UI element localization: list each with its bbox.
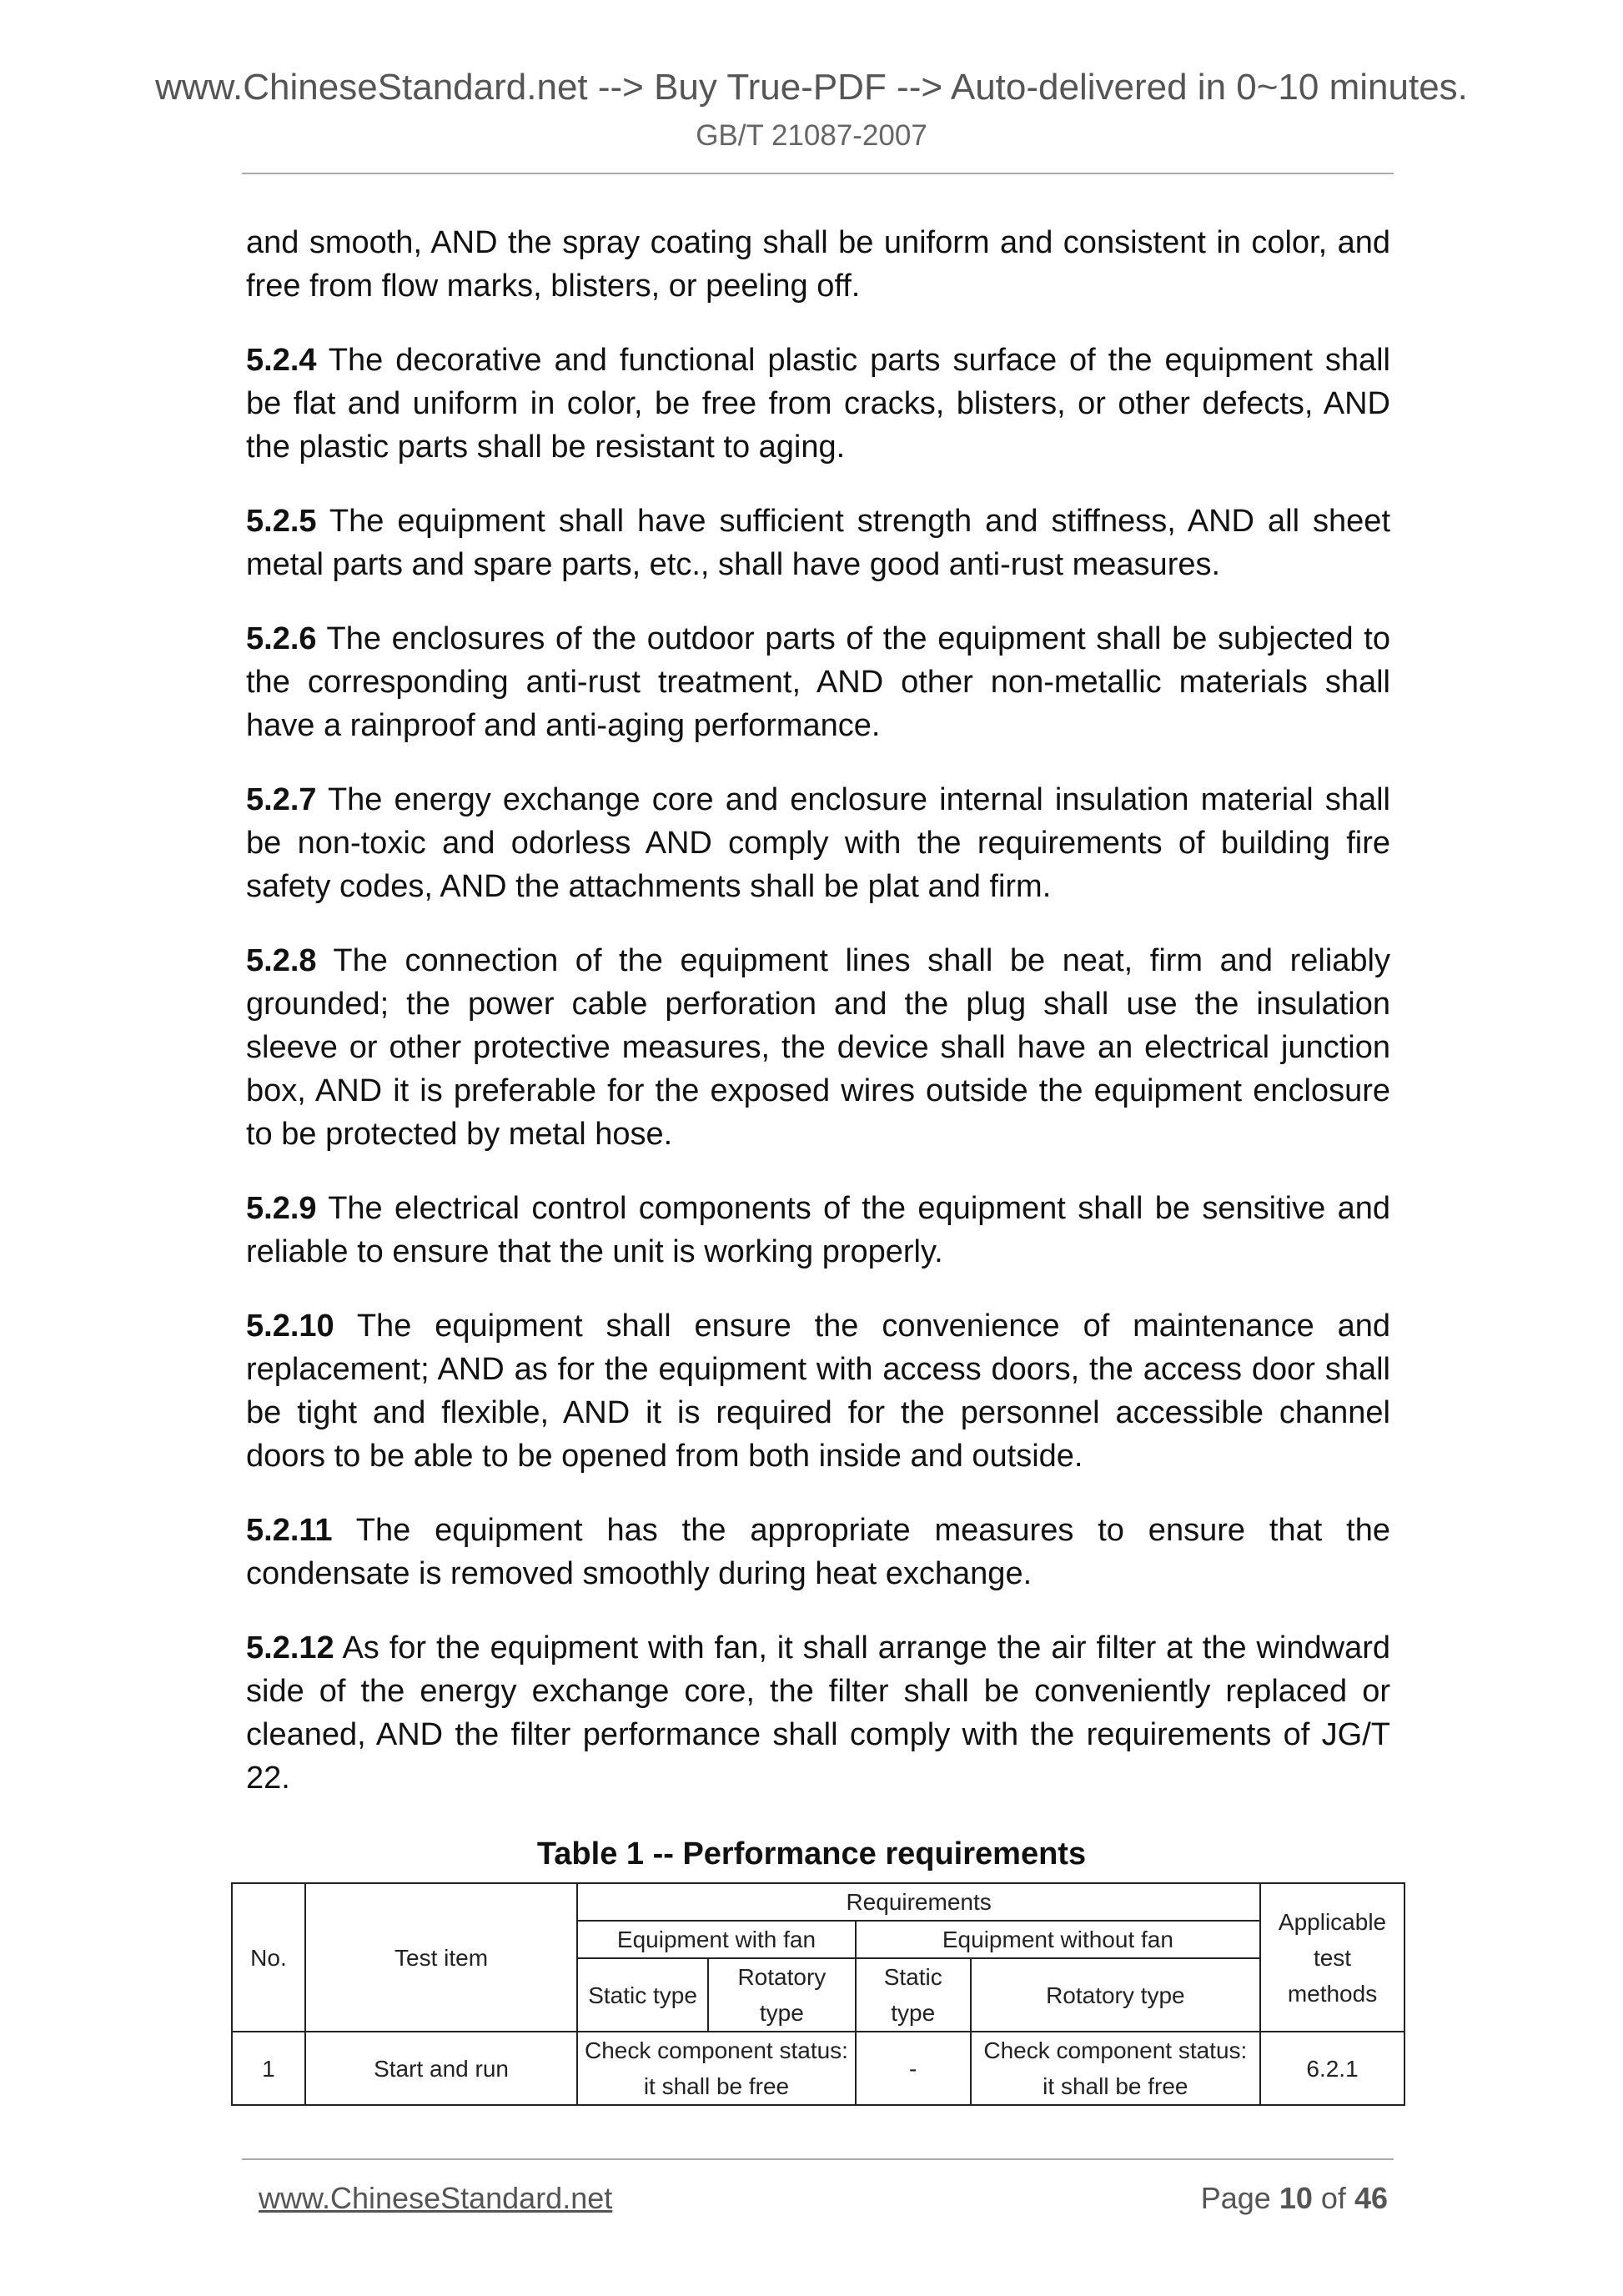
header-test-methods: Applicable test methods xyxy=(1260,1883,1404,2032)
header-rotatory-with-fan: Rotatory type xyxy=(708,1958,856,2032)
clause-number: 5.2.9 xyxy=(246,1191,317,1226)
clause-number: 5.2.7 xyxy=(246,782,317,817)
clause-number: 5.2.6 xyxy=(246,621,317,656)
clause-5-2-4: 5.2.4 The decorative and functional plastic parts surface of the equipment shall be flat and uniform in color, be free from cracks, blisters, or other defects, AND the plastic parts shall be resistant to aging. xyxy=(246,343,1390,465)
header-static-with-fan: Static type xyxy=(577,1958,708,2032)
clause-number: 5.2.11 xyxy=(246,1513,333,1548)
cell-rotatory-without-fan: Check component status: it shall be free xyxy=(971,2032,1260,2105)
cell-test-item: Start and run xyxy=(305,2032,577,2105)
header-with-fan: Equipment with fan xyxy=(577,1921,856,1958)
footer-site-link[interactable]: www.ChineseStandard.net xyxy=(259,2181,613,2215)
cell-with-fan: Check component status: it shall be free xyxy=(577,2032,856,2105)
header-banner: www.ChineseStandard.net --> Buy True-PDF --> Auto-delivered in 0~10 minutes. xyxy=(155,67,1468,108)
table-header-row xyxy=(232,1883,1404,1921)
footer-divider xyxy=(242,2158,1394,2160)
clause-5-2-8: 5.2.8 The connection of the equipment lines shall be neat, firm and reliably grounded; the power cable perforation and the plug shall use the insulation sleeve or other protective measures, the device shall have an electrical junction box, AND it is preferable for the exposed wires outside the equipment enclosure to be protected by metal hose. xyxy=(246,943,1390,1152)
paragraph-continuation: and smooth, AND the spray coating shall be uniform and consistent in color, and free from flow marks, blisters, or peeling off. xyxy=(246,225,1390,304)
clause-number: 5.2.5 xyxy=(246,504,317,539)
cell-static-without-fan: - xyxy=(856,2032,971,2105)
clause-5-2-9: 5.2.9 The electrical control components of the equipment shall be sensitive and reliable to ensure that the unit is working properly. xyxy=(246,1191,1390,1269)
clause-number: 5.2.12 xyxy=(246,1630,334,1665)
table-row xyxy=(232,2032,1404,2105)
page-total: 46 xyxy=(1354,2181,1388,2215)
clause-5-2-11: 5.2.11 The equipment has the appropriate measures to ensure that the condensate is removed smoothly during heat exchange. xyxy=(246,1513,1390,1591)
clause-number: 5.2.10 xyxy=(246,1309,334,1344)
header-requirements: Requirements xyxy=(577,1883,1260,1921)
header-divider xyxy=(242,173,1394,174)
header-rotatory-without-fan: Rotatory type xyxy=(971,1958,1260,2032)
clause-5-2-7: 5.2.7 The energy exchange core and enclosure internal insulation material shall be non-toxic and odorless AND comply with the requirements of building fire safety codes, AND the attachments shall be plat and firm. xyxy=(246,782,1390,904)
clause-5-2-12: 5.2.12 As for the equipment with fan, it shall arrange the air filter at the windward side of the energy exchange core, the filter shall be conveniently replaced or cleaned, AND the filter performance shall comply with the requirements of JG/T 22. xyxy=(246,1630,1390,1796)
cell-test-method: 6.2.1 xyxy=(1260,2032,1404,2105)
body-text xyxy=(246,221,1390,1831)
clause-number: 5.2.4 xyxy=(246,343,317,378)
document-id: GB/T 21087-2007 xyxy=(696,119,927,152)
header-test-item: Test item xyxy=(305,1883,577,2032)
clause-number: 5.2.8 xyxy=(246,943,317,978)
clause-5-2-10: 5.2.10 The equipment shall ensure the convenience of maintenance and replacement; AND as for the equipment with access doors, the access door shall be tight and flexible, AND it is required for the personnel accessible channel doors to be able to be opened from both inside and outside. xyxy=(246,1309,1390,1474)
performance-table xyxy=(231,1882,1405,2106)
clause-5-2-5: 5.2.5 The equipment shall have sufficient strength and stiffness, AND all sheet metal parts and spare parts, etc., shall have good anti-rust measures. xyxy=(246,504,1390,582)
header-no: No. xyxy=(232,1883,305,2032)
clause-5-2-6: 5.2.6 The enclosures of the outdoor parts of the equipment shall be subjected to the corresponding anti-rust treatment, AND other non-metallic materials shall have a rainproof and anti-aging performance. xyxy=(246,621,1390,743)
cell-no: 1 xyxy=(232,2032,305,2105)
table-caption: Table 1 -- Performance requirements xyxy=(536,1836,1087,1871)
header-without-fan: Equipment without fan xyxy=(856,1921,1260,1958)
page-number: 10 xyxy=(1279,2181,1313,2215)
header-static-without-fan: Static type xyxy=(856,1958,971,2032)
page-indicator: Page 10 of 46 xyxy=(1200,2181,1388,2215)
